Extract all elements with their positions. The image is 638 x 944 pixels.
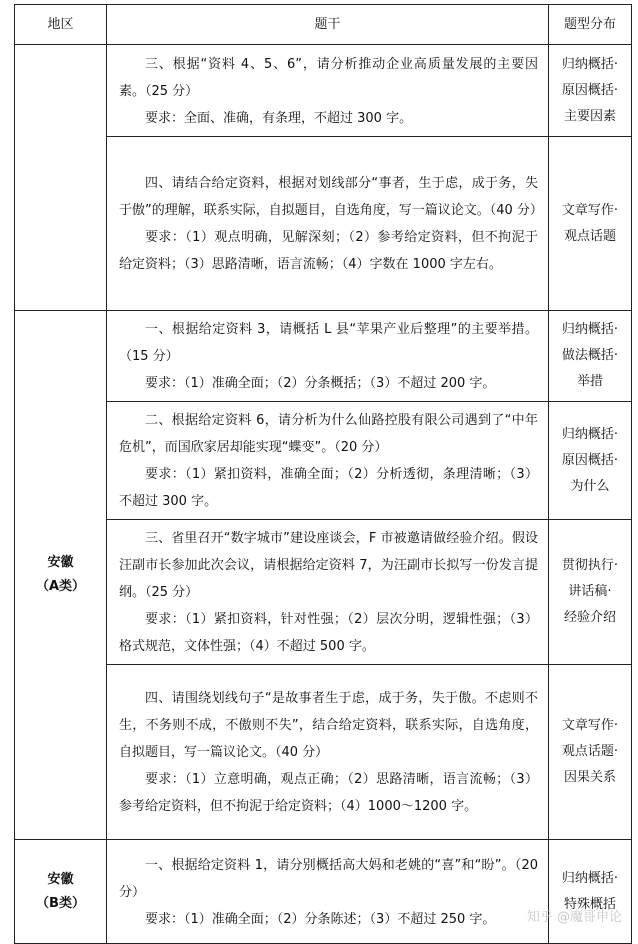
question-cell	[107, 45, 549, 137]
question-cell	[107, 402, 549, 520]
question-text: 三、省里召开“数字城市”建设座谈会，F 市被邀请做经验介绍。假设汪副市长参加此次会议，请根据给定资料 7，为汪副市长拟写一份发言提纲。（25 分）	[119, 531, 538, 600]
question-cell	[107, 840, 549, 944]
type-label: 主要因素	[563, 108, 616, 124]
type-label: 因果关系	[563, 770, 616, 785]
type-cell	[549, 520, 632, 665]
question-text: 一、根据给定资料 1，请分别概括高大妈和老姚的“喜”和“盼”。（20 分）	[119, 857, 538, 900]
type-label: 原因概括·	[561, 452, 619, 468]
header-region: 地区	[15, 5, 107, 45]
requirement-text: 要求：（1）观点明确，见解深刻；（2）参考给定资料，但不拘泥于给定资料；（3）思路清晰，语言流畅；（4）字数在 1000 字左右。	[119, 230, 538, 272]
table-row	[15, 311, 632, 402]
requirement-text: 要求：（1）准确全面；（2）分条陈述；（3）不超过 250 字。	[145, 911, 496, 927]
type-label: 为什么	[570, 478, 610, 494]
question-cell	[107, 520, 549, 665]
requirement-text: 要求：（1）准确全面；（2）分条概括；（3）不超过 200 字。	[145, 376, 496, 391]
type-label: 贯彻执行·	[561, 558, 619, 573]
type-cell	[549, 402, 632, 520]
type-label: 归纳概括·	[561, 426, 619, 442]
type-label: 归纳概括·	[561, 322, 619, 337]
question-cell	[107, 665, 549, 840]
requirement-text: 要求：全面、准确，有条理，不超过 300 字。	[145, 110, 413, 126]
type-label: 原因概括·	[561, 82, 619, 98]
type-cell	[549, 840, 632, 944]
type-label: 文章写作·	[561, 718, 619, 733]
type-label: 经验介绍	[563, 610, 616, 625]
question-text: 一、根据给定资料 3，请概括 L 县“苹果产业后整理”的主要举措。（15 分）	[119, 322, 538, 364]
type-label: 归纳概括·	[561, 870, 619, 886]
type-label: 归纳概括·	[561, 56, 619, 72]
type-cell	[549, 665, 632, 840]
table-row	[15, 665, 632, 840]
requirement-text: 要求：（1）紧扣资料，针对性强；（2）层次分明，逻辑性强；（3）格式规范，文体性强；（4）不超过 500 字。	[119, 612, 538, 654]
requirement-text: 要求：（1）立意明确，观点正确；（2）思路清晰，语言流畅；（3）参考给定资料，但不拘泥于给定资料；（4）1000～1200 字。	[119, 772, 538, 814]
type-cell	[549, 137, 632, 311]
table-row	[15, 45, 632, 137]
region-cell-empty	[15, 45, 107, 311]
header-type: 题型分布	[549, 5, 632, 45]
region-name: 安徽	[47, 555, 74, 570]
question-text: 二、根据给定资料 6，请分析为什么仙路控股有限公司遇到了“中年危机”，而国欣家居却能实现“蝶变”。（20 分）	[119, 413, 538, 455]
type-label: 观点话题·	[561, 744, 619, 759]
question-text: 四、请结合给定资料，根据对划线部分“事者，生于虑，成于务，失于傲”的理解，联系实际，自拟题目，自选角度，写一篇议论文。（40 分）	[119, 176, 543, 218]
watermark: 知乎 @魔哥申论	[526, 910, 622, 925]
requirement-text: 要求：（1）紧扣资料，准确全面；（2）分析透彻，条理清晰；（3）不超过 300 字。	[119, 467, 538, 509]
table-header-row	[15, 5, 632, 45]
table-row	[15, 840, 632, 944]
table-row	[15, 402, 632, 520]
type-label: 文章写作·	[561, 202, 619, 218]
question-text: 四、请围绕划线句子“是故事者生于虑，成于务，失于傲。不虑则不生，不务则不成，不傲则不失”，结合给定资料，联系实际，自选角度，自拟题目，写一篇议论文。（40 分）	[119, 691, 538, 760]
region-cell-anhui-a	[15, 311, 107, 840]
question-text: 三、根据“资料 4、5、6”，请分析推动企业高质量发展的主要因素。（25 分）	[119, 56, 538, 99]
type-label: 举措	[576, 374, 603, 389]
region-cell-anhui-b	[15, 840, 107, 944]
table-row	[15, 520, 632, 665]
region-subtype: （B类）	[36, 895, 85, 911]
question-cell	[107, 311, 549, 402]
type-cell	[549, 45, 632, 137]
header-question: 题干	[107, 5, 549, 45]
exam-question-table	[14, 4, 632, 944]
type-label: 观点话题	[563, 228, 616, 244]
type-label: 做法概括·	[561, 348, 619, 363]
type-cell	[549, 311, 632, 402]
region-name: 安徽	[47, 871, 74, 887]
type-label: 讲话稿·	[568, 584, 612, 599]
region-subtype: （A类）	[35, 579, 86, 594]
type-label: 特殊概括	[563, 896, 616, 912]
question-cell	[107, 137, 549, 311]
table-row	[15, 137, 632, 311]
